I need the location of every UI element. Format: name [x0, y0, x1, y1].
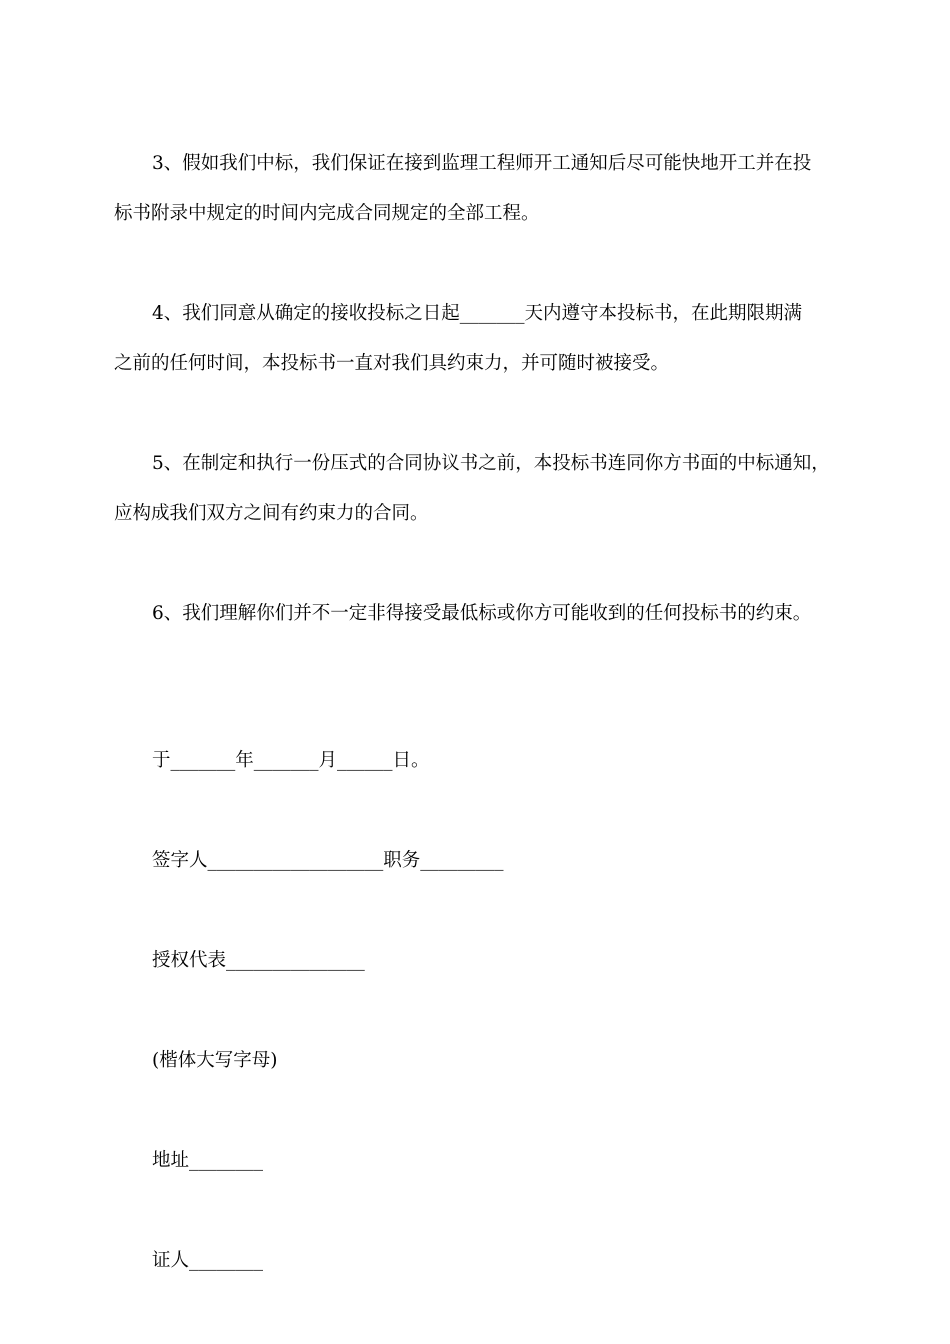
- clause-3-line-1: 3、假如我们中标，我们保证在接到监理工程师开工通知后尽可能快地开工并在投: [152, 153, 812, 174]
- date-line: 于_______年_______月______日。: [152, 750, 430, 771]
- clause-4-line-2: 之前的任何时间，本投标书一直对我们具约束力，并可随时被接受。: [114, 353, 670, 374]
- clause-3-line-2: 标书附录中规定的时间内完成合同规定的全部工程。: [114, 203, 540, 224]
- authorized-rep-line: 授权代表_______________: [152, 950, 365, 971]
- witness-line: 证人________: [152, 1250, 264, 1271]
- address-line: 地址________: [152, 1150, 264, 1171]
- block-letters-note: (楷体大写字母): [152, 1050, 278, 1071]
- clause-4-line-1: 4、我们同意从确定的接收投标之日起_______天内遵守本投标书，在此期限期满: [152, 303, 803, 324]
- signer-line: 签字人___________________职务_________: [152, 850, 504, 871]
- clause-5-line-1: 5、在制定和执行一份压式的合同协议书之前，本投标书连同你方书面的中标通知，: [152, 453, 830, 474]
- clause-6-line-1: 6、我们理解你们并不一定非得接受最低标或你方可能收到的任何投标书的约束。: [152, 603, 812, 624]
- clause-5-line-2: 应构成我们双方之间有约束力的合同。: [114, 503, 429, 524]
